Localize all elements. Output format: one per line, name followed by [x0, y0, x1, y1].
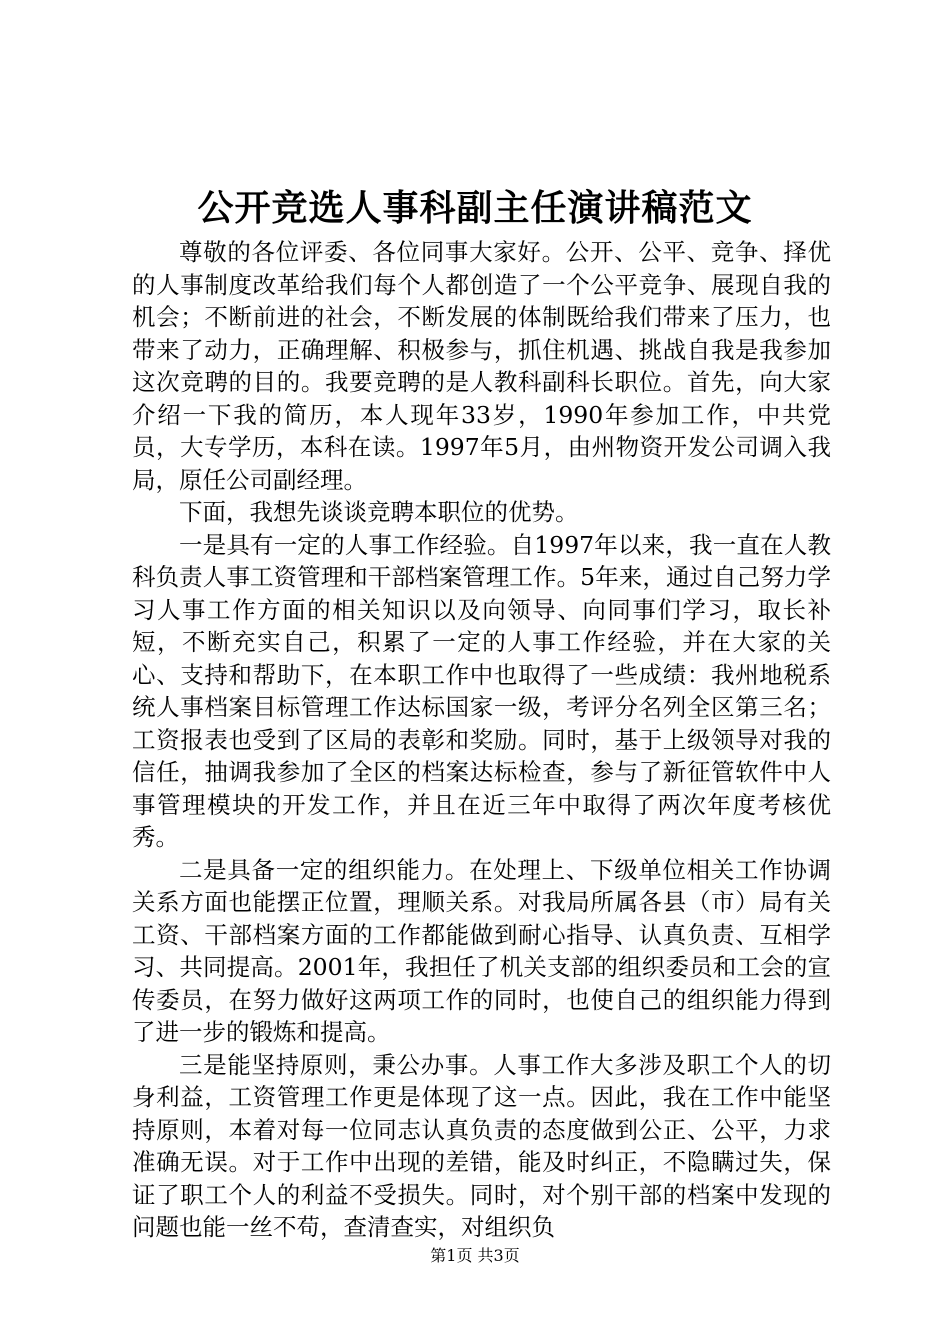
- document-body: [132, 236, 831, 1244]
- paragraph-experience: 一是具有一定的人事工作经验。自1997年以来，我一直在人教科负责人事工资管理和干部档案管理工作。5年来，通过自己努力学习人事工作方面的相关知识以及向领导、向同事们学习，取长补短，不断充实自己，积累了一定的人事工作经验，并在大家的关心、支持和帮助下，在本职工作中也取得了一些成绩：我州地税系统人事档案目标管理工作达标国家一级，考评分名列全区第三名；工资报表也受到了区局的表彰和奖励。同时，基于上级领导对我的信任，抽调我参加了全区的档案达标检查，参与了新征管软件中人事管理模块的开发工作，并且在近三年中取得了两次年度考核优秀。: [132, 530, 831, 851]
- paragraph-greeting: 尊敬的各位评委、各位同事大家好。公开、公平、竞争、择优的人事制度改革给我们每个人都创造了一个公平竞争、展现自我的机会；不断前进的社会，不断发展的体制既给我们带来了压力，也带来了动力，正确理解、积极参与，抓住机遇、挑战自我是我参加这次竞聘的目的。我要竞聘的是人教科副科长职位。首先，向大家介绍一下我的简历，本人现年33岁，1990年参加工作，中共党员，大专学历，本科在读。1997年5月，由州物资开发公司调入我局，原任公司副经理。: [132, 238, 831, 494]
- paragraph-organization: 二是具备一定的组织能力。在处理上、下级单位相关工作协调关系方面也能摆正位置，理顺关系。对我局所属各县（市）局有关工资、干部档案方面的工作都能做到耐心指导、认真负责、互相学习、共同提高。2001年，我担任了机关支部的组织委员和工会的宣传委员，在努力做好这两项工作的同时，也使自己的组织能力得到了进一步的锻炼和提高。: [132, 855, 831, 1046]
- paragraph-principle: 三是能坚持原则，秉公办事。人事工作大多涉及职工个人的切身利益，工资管理工作更是体现了这一点。因此，我在工作中能坚持原则，本着对每一位同志认真负责的态度做到公正、公平，力求准确无误。对于工作中出现的差错，能及时纠正，不隐瞒过失，保证了职工个人的利益不受损失。同时，对个别干部的档案中发现的问题也能一丝不苟，查清查实，对组织负: [132, 1050, 831, 1241]
- paragraph-intro: 下面，我想先谈谈竞聘本职位的优势。: [179, 498, 579, 526]
- page-number-footer: 第1页 共3页: [430, 1246, 520, 1265]
- document-title: 公开竞选人事科副主任演讲稿范文: [197, 187, 753, 229]
